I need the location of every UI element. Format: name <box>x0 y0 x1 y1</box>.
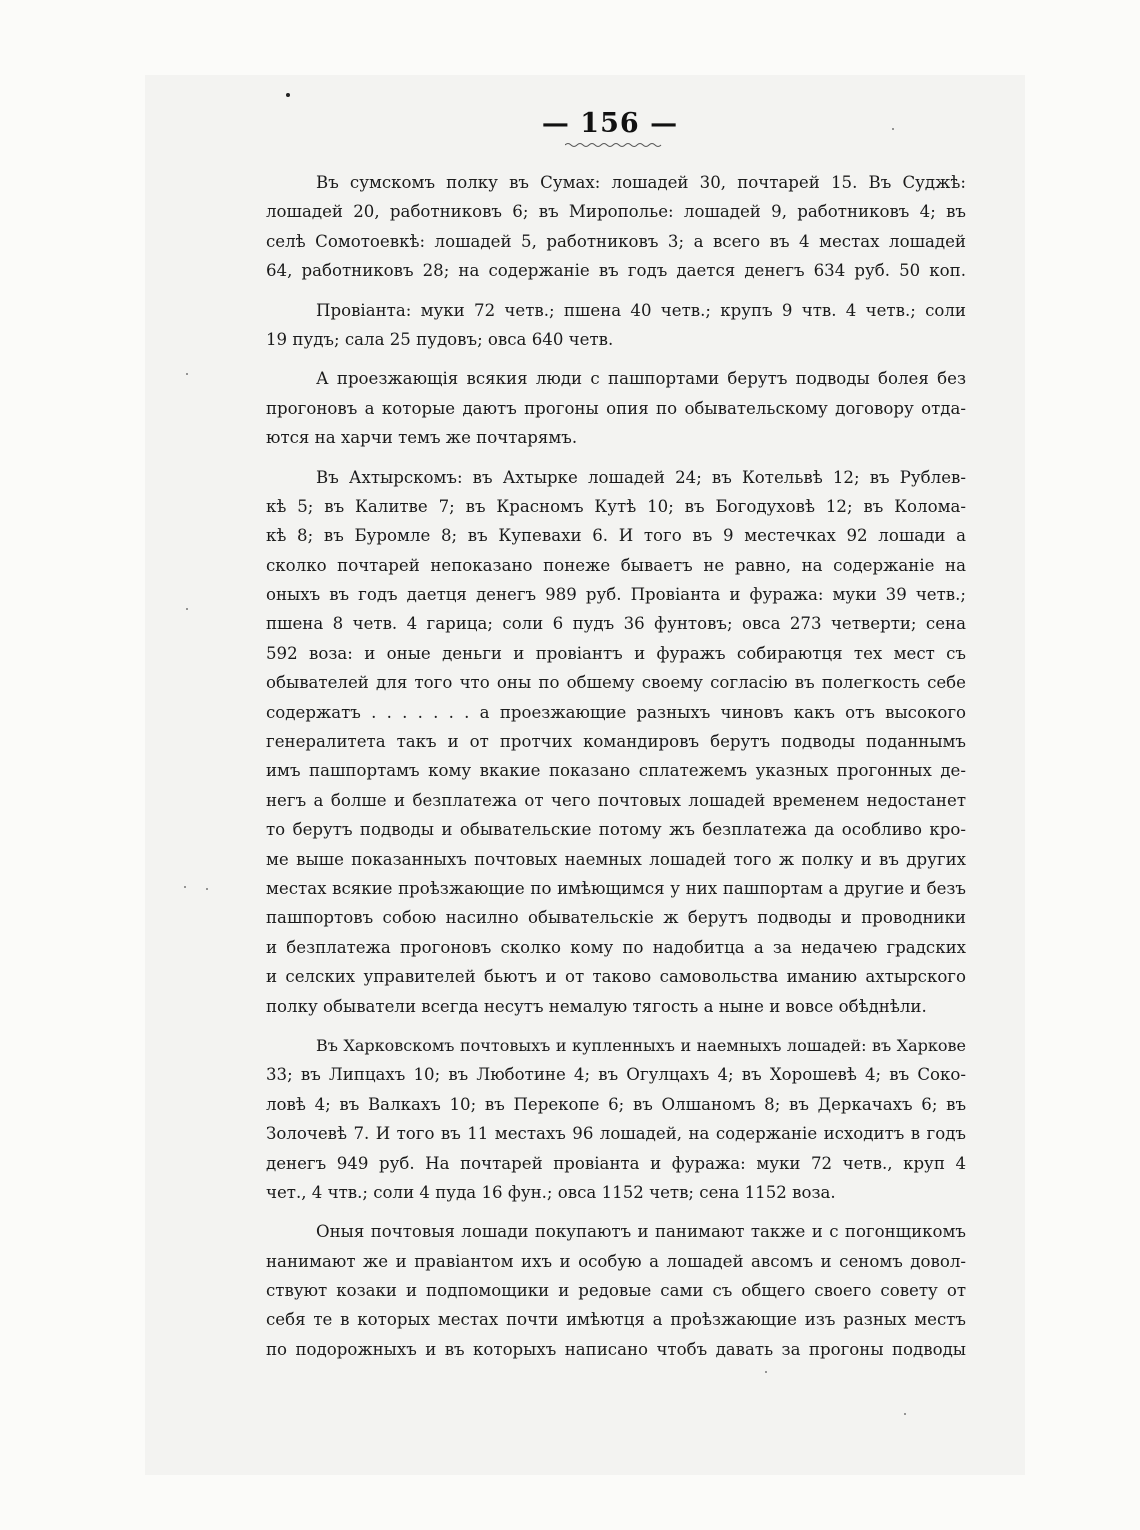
text-line: негъ а болше и безплатежа от чего почтовых лошадей временем недостанет <box>266 790 966 810</box>
text-line: 19 пудъ; сала 25 пудовъ; овса 640 четв. <box>266 329 614 349</box>
text-line: местах всякие проѣзжающие по имѣющимся у них пашпортам а другие и безъ <box>266 878 966 898</box>
scan-speck <box>904 1413 906 1415</box>
text-line: оныхъ въ годъ даетця денегъ 989 руб. Провіанта и фуража: муки 39 четв.; <box>266 585 966 605</box>
page-number: — 156 — <box>541 108 679 139</box>
text-line: Золочевѣ 7. И того въ 11 местахъ 96 лошадей, на содержаніе исходитъ в годъ <box>266 1124 966 1144</box>
scan-speck <box>286 93 290 97</box>
text-line: прогоновъ а которые даютъ прогоны опия по обывательскому договору отда- <box>266 398 966 418</box>
text-line: кѣ 8; въ Буромле 8; въ Купевахи 6. И того въ 9 местечках 92 лошади а <box>266 526 966 546</box>
text-line: пшена 8 четв. 4 гарица; соли 6 пудъ 36 фунтовъ; овса 273 четверти; сена <box>266 614 966 634</box>
text-line: и селских управителей бьютъ и от таково самовольства иманию ахтырского <box>266 967 966 987</box>
text-line: Въ сумскомъ полку въ Сумах: лошадей 30, почтарей 15. Въ Суджѣ: <box>316 173 966 192</box>
text-line: имъ пашпортамъ кому вкакие показано сплатежемъ указных прогонных де- <box>266 761 966 781</box>
text-line: генералитета такъ и от протчих командировъ берутъ подводы поданнымъ <box>266 732 966 752</box>
text-line: Оныя почтовыя лошади покупаютъ и панимают также и с погонщикомъ <box>316 1222 966 1242</box>
text-line: содержатъ . . . . . . . а проезжающие разныхъ чиновъ какъ отъ высокого <box>266 702 966 722</box>
paragraph <box>266 463 966 1021</box>
paragraph <box>266 1217 966 1364</box>
page-number-underline <box>565 142 665 148</box>
scan-speck <box>892 128 894 130</box>
text-line: по подорожныхъ и въ которыхъ написано чтобъ давать за прогоны подводы <box>266 1339 966 1359</box>
paragraph <box>266 168 966 286</box>
paragraph <box>266 364 966 452</box>
scan-speck <box>186 608 188 610</box>
scan-speck <box>186 373 188 375</box>
text-line: кѣ 5; въ Калитве 7; въ Красномъ Кутѣ 10; въ Богодуховѣ 12; въ Колома- <box>266 496 966 516</box>
text-line: ловѣ 4; въ Валкахъ 10; въ Перекопе 6; въ Олшаномъ 8; въ Деркачахъ 6; въ <box>266 1094 966 1114</box>
text-line: полку обыватели всегда несутъ немалую тягость а ныне и вовсе обѣднѣли. <box>266 996 927 1016</box>
scan-speck <box>184 886 186 888</box>
text-line: ствуют козаки и подпомощики и редовые сами съ общего своего совету от <box>266 1281 966 1301</box>
text-line: чет., 4 чтв.; соли 4 пуда 16 фун.; овса 1152 четв; сена 1152 воза. <box>266 1182 836 1202</box>
scan-speck <box>206 888 208 890</box>
paragraph <box>266 296 966 355</box>
text-line: ме выше показанныхъ почтовых наемных лошадей того ж полку и въ других <box>266 849 966 869</box>
text-line: нанимают же и правіантом ихъ и особую а лошадей авсомъ и сеномъ довол- <box>266 1251 966 1271</box>
text-line: денегъ 949 руб. На почтарей провіанта и фуража: муки 72 четв., круп 4 <box>266 1153 966 1173</box>
paragraph <box>266 1031 966 1207</box>
text-line: Въ Ахтырскомъ: въ Ахтырке лошадей 24; въ Котельвѣ 12; въ Рублев- <box>316 467 966 487</box>
text-line: Провіанта: муки 72 четв.; пшена 40 четв.; крупъ 9 чтв. 4 четв.; соли <box>316 300 966 320</box>
text-line: обывателей для того что оны по обшему своему согласію въ полегкость себе <box>266 673 966 693</box>
text-line: ются на харчи темъ же почтарямъ. <box>266 428 578 448</box>
text-line: Въ Харковскомъ почтовыхъ и купленныхъ и наемныхъ лошадей: въ Харкове <box>316 1035 966 1055</box>
text-line: то берутъ подводы и обывательские потому жъ безплатежа да особливо кро- <box>266 820 966 840</box>
text-line: сколко почтарей непоказано понеже бываетъ не равно, на содержаніе на <box>266 555 966 575</box>
text-line: 64, работниковъ 28; на содержаніе въ годъ дается денегъ 634 руб. 50 коп. <box>266 261 966 281</box>
text-line: 592 воза: и оные деньги и провіантъ и фуражъ собираютця тех мест съ <box>266 643 966 663</box>
document-body <box>266 168 966 1374</box>
text-line: себя те в которых местах почти имѣютця а проѣзжающие изъ разных местъ <box>266 1310 966 1330</box>
text-line: А проезжающія всякия люди с пашпортами берутъ подводы болея без <box>316 369 966 389</box>
text-line: пашпортовъ собою насилно обывательскіе ж берутъ подводы и проводники <box>266 908 966 928</box>
text-line: 33; въ Липцахъ 10; въ Люботине 4; въ Огулцахъ 4; въ Хорошевѣ 4; въ Соко- <box>266 1065 966 1085</box>
text-line: селѣ Сомотоевкѣ: лошадей 5, работниковъ 3; а всего въ 4 местах лошадей <box>266 231 966 251</box>
text-line: и безплатежа прогоновъ сколко кому по надобитца а за недачею градских <box>266 937 966 957</box>
text-line: лошадей 20, работниковъ 6; въ Мирополье: лошадей 9, работниковъ 4; въ <box>266 202 966 222</box>
